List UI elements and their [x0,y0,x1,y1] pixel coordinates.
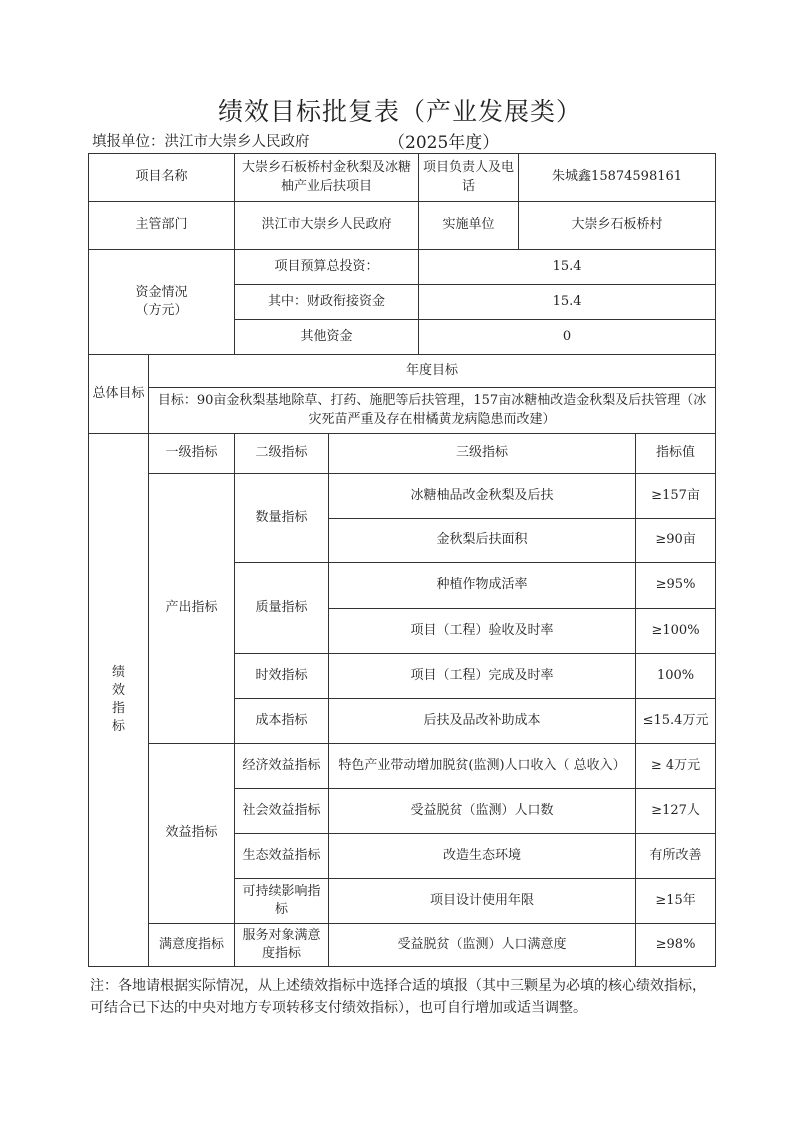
level2-header: 二级指标 [235,434,329,474]
level1-header: 一级指标 [149,434,235,474]
project-leader-label: 项目负责人及电话 [419,154,519,202]
eco-indicator-label: 生态效益指标 [235,834,329,879]
sustain-indicator-label: 可持续影响指标 [235,879,329,924]
indicator-value: ≥ 4万元 [636,744,716,789]
implementer-value: 大崇乡石板桥村 [519,202,716,250]
satisfaction-indicator-label: 满意度指标 [149,924,235,967]
annual-target-text: 目标：90亩金秋梨基地除草、打药、施肥等后扶管理，157亩冰糖柚改造金秋梨及后扶管理（冰灾死苗严重及存在柑橘黄龙病隐患而改建） [149,388,716,434]
economic-indicator-label: 经济效益指标 [235,744,329,789]
page-title: 绩效目标批复表（产业发展类） [217,97,582,126]
funds-fiscal-value: 15.4 [419,285,716,320]
indicator-name: 受益脱贫（监测）人口满意度 [329,924,636,967]
annual-target-label: 年度目标 [149,355,716,388]
funds-other-label: 其他资金 [235,320,419,355]
indicator-value: ≥95% [636,563,716,609]
report-year: （2025年度） [388,133,500,153]
indicator-value: ≥15年 [636,879,716,924]
department-label: 主管部门 [89,202,235,250]
value-header: 指标值 [636,434,716,474]
output-indicator-label: 产出指标 [149,474,235,744]
funds-label [89,250,235,355]
implementer-label: 实施单位 [419,202,519,250]
indicator-value: ≥157亩 [636,474,716,519]
overall-target-row [89,388,716,434]
indicator-name: 改造生态环境 [329,834,636,879]
table-row [89,744,716,789]
indicator-name: 项目（工程）完成及时率 [329,654,636,699]
footnote: 注：各地请根据实际情况，从上述绩效指标中选择合适的填报（其中三颗星为必填的核心绩效指标，可结合已下达的中央对地方专项转移支付绩效指标），也可自行增加或适当调整。 [90,978,706,1017]
overall-target-row [89,355,716,388]
indicator-name: 后扶及品改补助成本 [329,699,636,744]
table-row [89,474,716,519]
indicator-name: 种植作物成活率 [329,563,636,609]
indicator-value: ≥100% [636,609,716,654]
quality-indicator-label: 质量指标 [235,563,329,654]
indicator-name: 特色产业带动增加脱贫(监测)人口收入（ 总收入） [329,744,636,789]
fill-unit: 填报单位：洪江市大崇乡人民政府 [92,134,310,150]
indicator-name: 金秋梨后扶面积 [329,519,636,563]
level3-header: 三级指标 [329,434,636,474]
project-leader-value: 朱城鑫15874598161 [519,154,716,202]
indicator-value: ≥98% [636,924,716,967]
project-name-label: 项目名称 [89,154,235,202]
funds-other-value: 0 [419,320,716,355]
indicator-value: 有所改善 [636,834,716,879]
department-row [89,202,716,250]
overall-target-label: 总体目标 [89,355,149,434]
funds-total-value: 15.4 [419,250,716,285]
table-row [89,924,716,967]
indicator-name: 受益脱贫（监测）人口数 [329,789,636,834]
indicator-value: ≥90亩 [636,519,716,563]
indicator-name: 冰糖柚品改金秋梨及后扶 [329,474,636,519]
cost-indicator-label: 成本指标 [235,699,329,744]
funds-row [89,250,716,285]
project-name-row [89,154,716,202]
department-value: 洪江市大崇乡人民政府 [235,202,419,250]
indicator-name: 项目设计使用年限 [329,879,636,924]
project-name-value: 大崇乡石板桥村金秋梨及冰糖柚产业后扶项目 [235,154,419,202]
benefit-indicator-label: 效益指标 [149,744,235,924]
performance-target-table [88,153,716,967]
funds-label-line1: 资金情况 [135,284,188,300]
indicator-value: 100% [636,654,716,699]
indicator-name: 项目（工程）验收及时率 [329,609,636,654]
funds-total-label: 项目预算总投资： [235,250,419,285]
indicator-value: ≤15.4万元 [636,699,716,744]
funds-label-line2: （方元） [135,303,188,318]
indicator-value: ≥127人 [636,789,716,834]
service-satisfaction-label: 服务对象满意度指标 [235,924,329,967]
social-indicator-label: 社会效益指标 [235,789,329,834]
indicator-header-row [89,434,716,474]
timeliness-indicator-label: 时效指标 [235,654,329,699]
quantity-indicator-label: 数量指标 [235,474,329,563]
funds-fiscal-label: 其中：财政衔接资金 [235,285,419,320]
indicators-section-label: 绩 效 指 标 [89,434,149,967]
